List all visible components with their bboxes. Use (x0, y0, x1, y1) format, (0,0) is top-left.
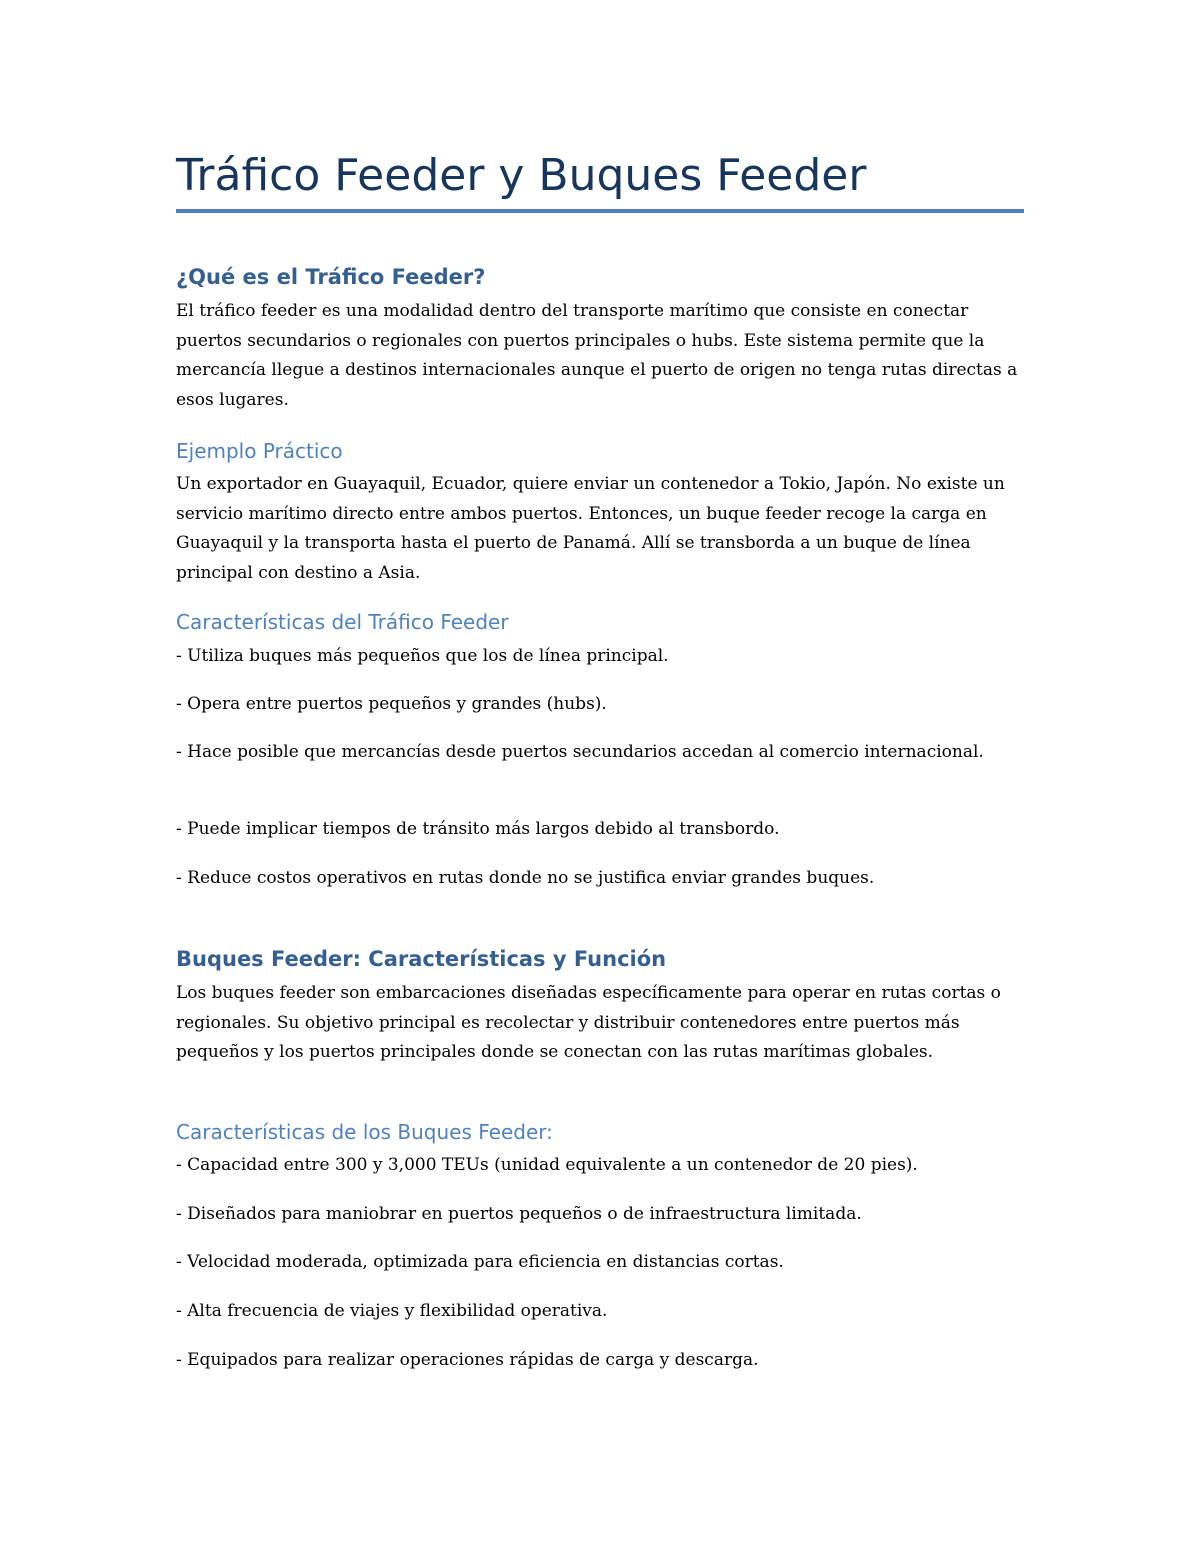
heading-ejemplo-practico: Ejemplo Práctico (176, 439, 343, 463)
title-underline (176, 209, 1024, 213)
list-item: - Utiliza buques más pequeños que los de línea principal. (176, 646, 669, 666)
heading-que-es-trafico-feeder: ¿Qué es el Tráfico Feeder? (176, 265, 486, 289)
list-item: - Diseñados para maniobrar en puertos pequeños o de infraestructura limitada. (176, 1204, 862, 1224)
paragraph-buques-feeder: Los buques feeder son embarcaciones diseñadas específicamente para operar en rutas cortas o regionales. Su objetivo principal es recolectar y distribuir contenedores entre puertos más pequeños y los puertos principales donde se conectan con las rutas marítimas globales. (176, 983, 1001, 1062)
list-item: - Equipados para realizar operaciones rápidas de carga y descarga. (176, 1350, 759, 1370)
heading-caracteristicas-trafico-feeder: Características del Tráfico Feeder (176, 610, 509, 634)
list-item: - Alta frecuencia de viajes y flexibilidad operativa. (176, 1301, 608, 1321)
list-item: - Hace posible que mercancías desde puertos secundarios accedan al comercio internacional. (176, 742, 984, 762)
list-item: - Velocidad moderada, optimizada para eficiencia en distancias cortas. (176, 1252, 784, 1272)
heading-buques-feeder: Buques Feeder: Características y Función (176, 947, 667, 971)
document-title: Tráfico Feeder y Buques Feeder (176, 150, 867, 201)
document-page (176, 0, 1026, 1553)
list-item: - Reduce costos operativos en rutas donde no se justifica enviar grandes buques. (176, 868, 875, 888)
heading-caracteristicas-buques-feeder: Características de los Buques Feeder: (176, 1120, 553, 1144)
list-item: - Puede implicar tiempos de tránsito más largos debido al transbordo. (176, 819, 780, 839)
paragraph-ejemplo-practico: Un exportador en Guayaquil, Ecuador, quiere enviar un contenedor a Tokio, Japón. No existe un servicio marítimo directo entre ambos puertos. Entonces, un buque feeder recoge la carga en Guayaquil y la transporta hasta el puerto de Panamá. Allí se transborda a un buque de línea principal con destino a Asia. (176, 474, 1005, 583)
list-item: - Opera entre puertos pequeños y grandes (hubs). (176, 694, 607, 714)
list-item: - Capacidad entre 300 y 3,000 TEUs (unidad equivalente a un contenedor de 20 pies). (176, 1155, 918, 1175)
paragraph-que-es-trafico-feeder: El tráfico feeder es una modalidad dentro del transporte marítimo que consiste en conectar puertos secundarios o regionales con puertos principales o hubs. Este sistema permite que la mercancía llegue a destinos internacionales aunque el puerto de origen no tenga rutas directas a esos lugares. (176, 301, 1018, 410)
